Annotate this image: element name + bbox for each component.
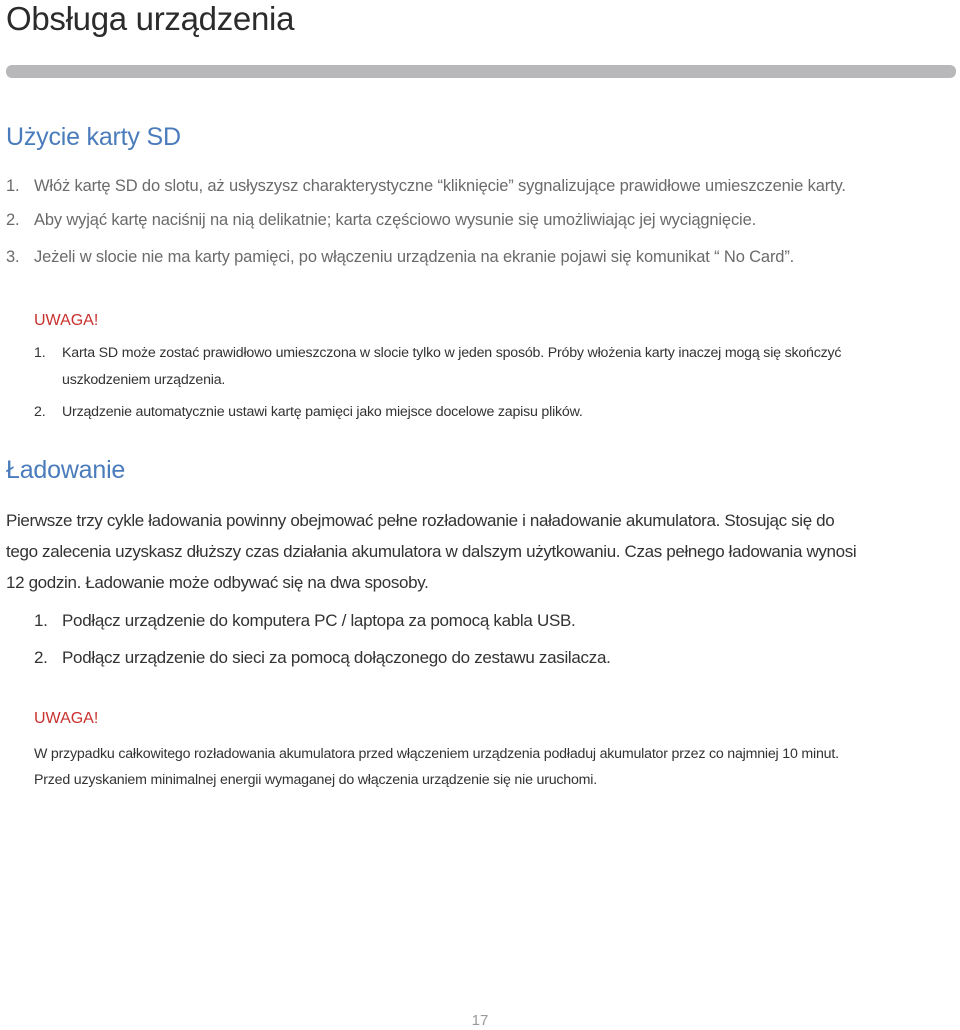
page-number: 17 bbox=[471, 1012, 489, 1029]
charging-method-2-text: Podłącz urządzenie do sieci za pomocą dołączonego do zestawu zasilacza. bbox=[62, 648, 611, 667]
sd-step-3 bbox=[6, 248, 794, 267]
charging-paragraph-line-3: 12 godzin. Ładowanie może odbywać się na dwa sposoby. bbox=[6, 573, 429, 592]
sd-step-2-text: Aby wyjąć kartę naciśnij na nią delikatnie; karta częściowo wysunie się umożliwiając jej wyciągnięcie. bbox=[34, 211, 757, 229]
sd-step-1-number: 1. bbox=[6, 177, 20, 195]
page-title: Obsługa urządzenia bbox=[6, 0, 295, 37]
sd-note-2 bbox=[34, 404, 583, 420]
sd-warning-label: UWAGA! bbox=[34, 312, 99, 329]
sd-note-1 bbox=[34, 345, 841, 361]
charging-warning-label: UWAGA! bbox=[34, 710, 99, 727]
charging-method-2 bbox=[34, 648, 611, 668]
charging-method-1-text: Podłącz urządzenie do komputera PC / laptopa za pomocą kabla USB. bbox=[62, 611, 576, 630]
sd-step-1-text: Włóż kartę SD do slotu, aż usłyszysz charakterystyczne “kliknięcie” sygnalizujące prawidłowe umieszczenie karty. bbox=[34, 177, 846, 195]
sd-step-3-number: 3. bbox=[6, 248, 20, 266]
charging-method-1-number: 1. bbox=[34, 611, 48, 630]
charging-method-2-number: 2. bbox=[34, 648, 48, 667]
charging-warning-line-2: Przed uzyskaniem minimalnej energii wymaganej do włączenia urządzenie się nie uruchomi. bbox=[34, 772, 597, 788]
sd-step-2-number: 2. bbox=[6, 211, 20, 229]
charging-paragraph-line-2: tego zalecenia uzyskasz dłuższy czas działania akumulatora w dalszym użytkowaniu. Czas pełnego ładowania wynosi bbox=[6, 542, 857, 561]
title-divider bbox=[6, 65, 956, 78]
charging-section-heading: Ładowanie bbox=[6, 456, 126, 484]
sd-step-3-text: Jeżeli w slocie nie ma karty pamięci, po włączeniu urządzenia na ekranie pojawi się komunikat “ No Card”. bbox=[34, 248, 795, 266]
charging-method-1 bbox=[34, 611, 575, 631]
sd-note-1-number: 1. bbox=[34, 345, 46, 361]
sd-step-1 bbox=[6, 177, 846, 196]
sd-step-2 bbox=[6, 211, 756, 230]
charging-warning-line-1: W przypadku całkowitego rozładowania akumulatora przed włączeniem urządzenia podładuj akumulator przez co najmniej 10 minut. bbox=[34, 746, 839, 762]
sd-note-1-text: Karta SD może zostać prawidłowo umieszczona w slocie tylko w jeden sposób. Próby włożenia karty inaczej mogą się skończyć bbox=[62, 345, 842, 361]
sd-note-1-continuation: uszkodzeniem urządzenia. bbox=[62, 372, 226, 388]
sd-note-2-number: 2. bbox=[34, 404, 46, 420]
sd-note-2-text: Urządzenie automatycznie ustawi kartę pamięci jako miejsce docelowe zapisu plików. bbox=[62, 404, 583, 420]
charging-paragraph-line-1: Pierwsze trzy cykle ładowania powinny obejmować pełne rozładowanie i naładowanie akumulatora. Stosując się do bbox=[6, 511, 835, 530]
sd-section-heading: Użycie karty SD bbox=[6, 123, 181, 151]
